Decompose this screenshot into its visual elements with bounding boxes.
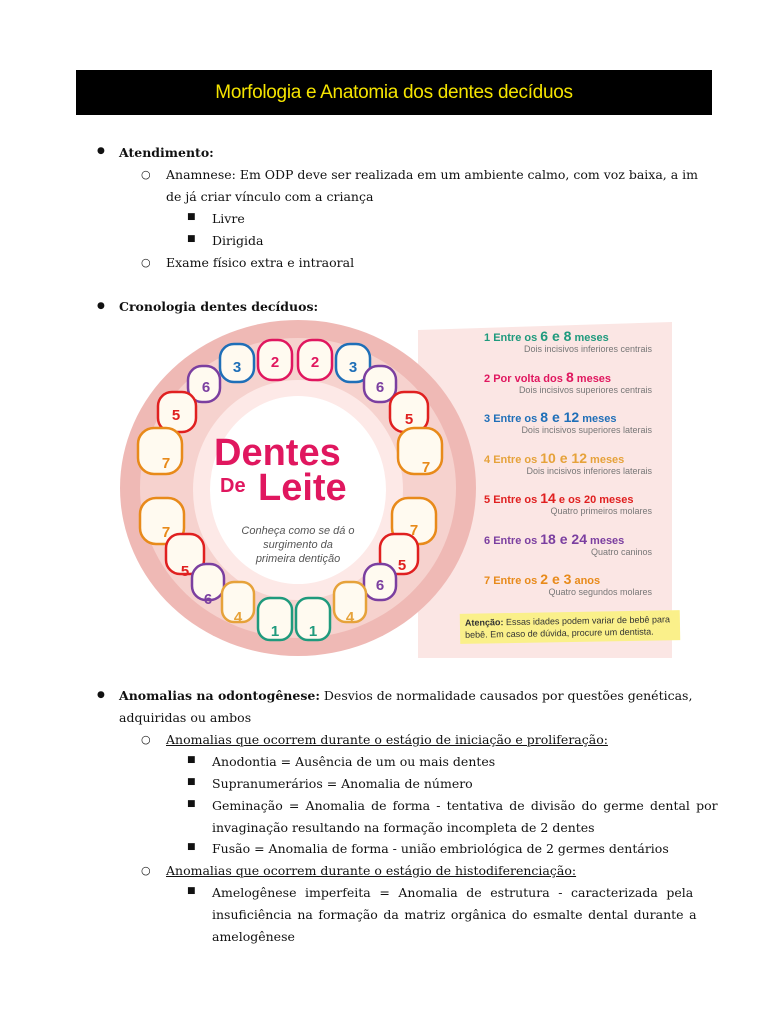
sub-item-dirigida: Dirigida — [212, 233, 264, 248]
anamnese-line-1: Anamnese: Em ODP deve ser realizada em um ambiente calmo, com voz baixa, a im — [166, 167, 699, 182]
bullet-dot: ● — [97, 690, 105, 700]
bullet-circle: ○ — [141, 168, 151, 181]
legend-text: Entre os — [493, 494, 541, 506]
num-lower-1b: 1 — [308, 623, 318, 640]
num-lower-5b: 5 — [397, 557, 407, 574]
legend-desc: Dois incisivos inferiores centrais — [523, 344, 652, 354]
num-upper-2a: 2 — [270, 354, 280, 371]
bullet-square: ■ — [187, 842, 196, 852]
legend-highlight: 6 e 8 — [540, 328, 572, 344]
bullet-circle: ○ — [141, 733, 151, 746]
item-amelogenese-1: Amelogênese imperfeita = Anomalia de estrutura - caracterizada pela — [212, 885, 694, 900]
item-fusao: Fusão = Anomalia de forma - união embriológica de 2 germes dentários — [212, 841, 669, 856]
anomalias-line-1 — [119, 685, 692, 707]
sub-item-livre: Livre — [212, 211, 245, 226]
legend-text: Entre os — [493, 534, 541, 547]
legend-item — [484, 369, 664, 410]
num-upper-6b: 6 — [375, 379, 385, 396]
upper-tooth-7b — [398, 428, 442, 474]
legend-item — [484, 490, 664, 531]
num-lower-5a: 5 — [180, 563, 190, 580]
bullet-square: ■ — [187, 777, 196, 787]
item-amelogenese-3: amelogênese — [212, 929, 295, 944]
legend-desc: Dois incisivos superiores laterais — [521, 425, 652, 435]
grupo-1-heading: Anomalias que ocorrem durante o estágio de iniciação e proliferação: — [166, 732, 608, 747]
atencao-text-2: bebê. Em caso de dúvida, procure um dentista. — [465, 626, 654, 640]
num-upper-6a: 6 — [201, 379, 211, 396]
num-lower-6b: 6 — [375, 577, 385, 594]
bullet-square: ■ — [187, 234, 196, 244]
bullet-square: ■ — [187, 799, 196, 809]
item-supranumerarios: Supranumerários = Anomalia de número — [212, 776, 473, 791]
upper-tooth-7a — [138, 428, 182, 474]
legend-item — [484, 571, 664, 612]
num-lower-7b: 7 — [409, 522, 419, 539]
legend-highlight: 10 e 12 — [540, 449, 587, 466]
legend-text: Entre os — [493, 332, 541, 344]
item-amelogenese-2: insuficiência na formação da matriz orgânica do esmalte dental durante a — [212, 907, 697, 922]
legend-num: 5 — [484, 494, 491, 506]
legend-item — [484, 409, 664, 450]
num-lower-4a: 4 — [233, 609, 243, 626]
num-upper-7b: 7 — [421, 459, 431, 476]
legend-tail: anos — [571, 575, 601, 587]
num-lower-1a: 1 — [270, 623, 280, 640]
item-anodontia: Anodontia = Ausência de um ou mais dentes — [212, 754, 496, 769]
num-upper-7a: 7 — [161, 455, 171, 472]
num-upper-3a: 3 — [232, 359, 242, 376]
num-lower-7a: 7 — [161, 524, 171, 541]
bullet-square: ■ — [187, 886, 196, 896]
page-title: Morfologia e Anatomia dos dentes decíduos — [215, 81, 573, 103]
dentes-de-leite-infographic — [118, 320, 672, 658]
legend-text: Entre os — [493, 413, 541, 425]
legend-highlight: 2 e 3 — [540, 571, 572, 587]
bullet-circle: ○ — [141, 256, 151, 269]
bullet-dot: ● — [97, 301, 105, 311]
legend-item — [484, 531, 664, 572]
exame-item: Exame físico extra e intraoral — [166, 255, 355, 270]
legend-desc: Dois incisivos inferiores laterais — [526, 465, 652, 476]
item-geminacao-2: invaginação resultando na formação incompleta de 2 dentes — [212, 820, 595, 835]
graphic-subtitle-2: surgimento da — [263, 539, 333, 551]
legend-text: Por volta dos — [493, 372, 566, 385]
atencao-note — [460, 610, 680, 644]
atendimento-heading: Atendimento: — [119, 145, 214, 160]
legend-num: 2 — [484, 372, 491, 385]
legend-highlight: 14 — [540, 490, 556, 506]
legend-num: 3 — [484, 413, 491, 425]
chronology-legend — [484, 328, 664, 612]
bullet-circle: ○ — [141, 864, 151, 877]
anamnese-line-2: de já criar vínculo com a criança — [166, 189, 374, 204]
bullet-dot: ● — [97, 146, 105, 156]
item-geminacao-1: Geminação = Anomalia de forma - tentativa de divisão do germe dental por — [212, 798, 718, 813]
legend-desc: Quatro caninos — [590, 546, 652, 557]
legend-tail: meses — [573, 372, 612, 385]
legend-tail: meses — [571, 332, 609, 344]
legend-num: 4 — [484, 453, 491, 466]
anomalias-desc-1: Desvios de normalidade causados por questões genéticas, — [319, 688, 693, 703]
num-upper-5a: 5 — [171, 407, 181, 424]
atencao-text-1: Essas idades podem variar de bebê para — [503, 614, 671, 628]
legend-highlight: 8 e 12 — [540, 409, 580, 425]
bullet-square: ■ — [187, 212, 196, 222]
num-lower-6a: 6 — [203, 591, 213, 608]
grupo-2-heading: Anomalias que ocorrem durante o estágio de histodiferenciação: — [166, 863, 577, 878]
legend-item — [484, 328, 664, 369]
legend-desc: Quatro primeiros molares — [550, 506, 652, 516]
graphic-title-dentes: Dentes — [214, 432, 341, 474]
legend-desc: Dois incisivos superiores centrais — [518, 384, 652, 395]
title-bar — [76, 70, 712, 115]
atencao-label: Atenção: — [464, 617, 504, 628]
legend-highlight: 18 e 24 — [540, 530, 587, 547]
graphic-title-de: De — [220, 475, 246, 497]
graphic-subtitle-1: Conheça como se dá o — [241, 525, 355, 537]
legend-text: Entre os — [493, 453, 541, 466]
legend-desc: Quatro segundos molares — [548, 587, 652, 597]
graphic-title-leite: Leite — [258, 467, 347, 509]
cronologia-heading: Cronologia dentes decíduos: — [119, 299, 319, 314]
legend-num: 6 — [484, 534, 491, 547]
num-lower-4b: 4 — [345, 609, 355, 626]
legend-highlight: 8 — [565, 368, 574, 385]
graphic-subtitle-3: primeira dentição — [255, 553, 341, 565]
num-upper-5b: 5 — [404, 411, 414, 428]
legend-text: Entre os — [493, 575, 541, 587]
legend-num: 1 — [484, 332, 491, 344]
bullet-square: ■ — [187, 755, 196, 765]
legend-tail: meses — [586, 453, 625, 466]
legend-tail: meses — [579, 413, 617, 425]
legend-tail: meses — [586, 534, 625, 547]
legend-item — [484, 450, 664, 491]
num-upper-2b: 2 — [310, 354, 320, 371]
legend-tail: e os 20 meses — [555, 494, 634, 506]
legend-num: 7 — [484, 575, 491, 587]
num-upper-3b: 3 — [348, 359, 358, 376]
anomalias-heading: Anomalias na odontogênese: — [119, 688, 320, 703]
anomalias-desc-2: adquiridas ou ambos — [119, 710, 252, 725]
